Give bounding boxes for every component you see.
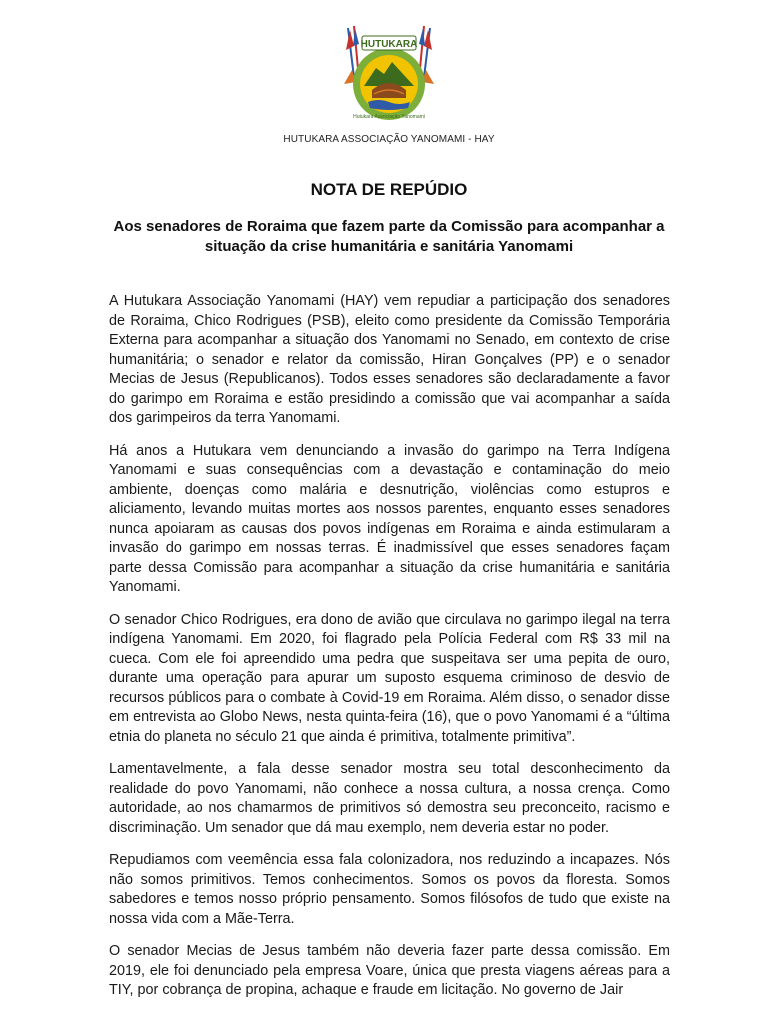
document-body (109, 292, 670, 1014)
paragraph: Lamentavelmente, a fala desse senador mostra seu total desconhecimento da realidade do povo Yanomami, não conhece a nossa cultura, a nossa crença. Como autoridade, ao nos chamarmos de primitivos só demostra seu preconceito, racismo e discriminação. Um senador que dá mau exemplo, nem deveria estar no poder. (109, 761, 670, 836)
organization-name: HUTUKARA ASSOCIAÇÃO YANOMAMI - HAY (283, 134, 495, 145)
hutukara-logo (334, 24, 444, 124)
paragraph: Há anos a Hutukara vem denunciando a invasão do garimpo na Terra Indígena Yanomami e suas consequências com a devastação e contaminação do meio ambiente, doenças como malária e desnutrição, violências como estupros e aliciamento, levando muitas mortes aos nossos parentes, enquanto esses senadores nunca apoiaram as causas dos povos indígenas em Roraima e ainda estimularam a invasão do garimpo em nossas terras. É inadmissível que esses senadores façam parte dessa Comissão para acompanhar a situação da crise humanitária e sanitária Yanomami. (109, 442, 670, 595)
paragraph: A Hutukara Associação Yanomami (HAY) vem repudiar a participação dos senadores de Roraima, Chico Rodrigues (PSB), eleito como presidente da Comissão Temporária Externa para acompanhar a situação dos Yanomami no Senado, em contexto de crise humanitária; o senador e relator da comissão, Hiran Gonçalves (PP) e o senador Mecias de Jesus (Republicanos). Todos esses senadores são declaradamente a favor do garimpo em Roraima e estão presidindo a comissão que vai acompanhar a saída dos garimpeiros da terra Yanomami. (109, 293, 670, 426)
paragraph: O senador Chico Rodrigues, era dono de avião que circulava no garimpo ilegal na terra indígena Yanomami. Em 2020, foi flagrado pela Polícia Federal com R$ 33 mil na cueca. Com ele foi apreendido uma pedra que suspeitava ser uma pepita de ouro, durante uma operação para apurar um suposto esquema criminoso de desvio de recursos públicos para o combate à Covid-19 em Roraima. Além disso, o senador disse em entrevista ao Globo News, nesta quinta-feira (16), que o povo Yanomami é a “última etnia do planeta no século 21 que ainda é primitiva, totalmente primitiva”. (109, 611, 670, 745)
paragraph: O senador Mecias de Jesus também não deveria fazer parte dessa comissão. Em 2019, ele foi denunciado pela empresa Voare, única que presta viagens aéreas para a TIY, por cobrança de propina, achaque e fraude em licitação. No governo de Jair (109, 943, 670, 998)
logo-title-text: HUTUKARA (360, 39, 418, 50)
document-subtitle: Aos senadores de Roraima que fazem parte da Comissão para acompanhar a situação da crise humanitária e sanitária Yanomami (113, 218, 665, 255)
document-title: NOTA DE REPÚDIO (310, 180, 468, 199)
paragraph: Repudiamos com veemência essa fala colonizadora, nos reduzindo a incapazes. Nós não somos primitivos. Temos conhecimentos. Somos os povos da floresta. Somos sabedores e temos nosso próprio pensamento. Somos filósofos de tudo que existe na nossa vida com a Mãe-Terra. (109, 852, 670, 927)
logo-ring-text: Hutukara Associação Yanomami (353, 114, 425, 120)
